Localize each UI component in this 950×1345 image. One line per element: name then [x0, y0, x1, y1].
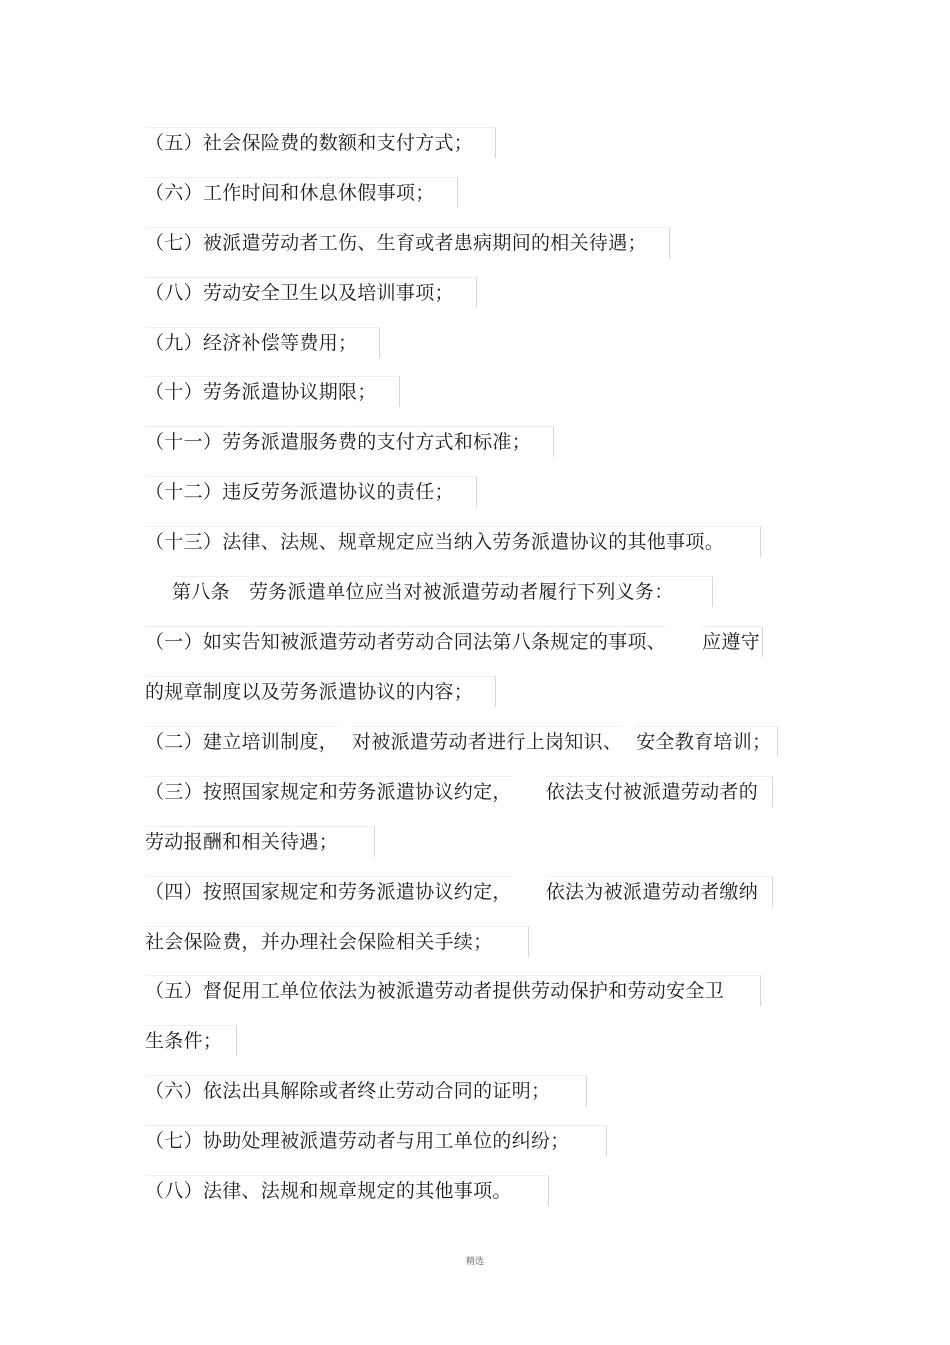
line-text: （八）劳动安全卫生以及培训事项； — [145, 277, 477, 308]
list-item — [145, 1075, 587, 1105]
line-text-continued: 应遵守 — [702, 626, 763, 657]
list-item-continuation — [145, 926, 529, 956]
line-text: （五）督促用工单位依法为被派遣劳动者提供劳动保护和劳动安全卫 — [145, 975, 761, 1006]
line-text: （十二）违反劳务派遣协议的责任； — [145, 476, 477, 507]
line-text-continued: 依法支付被派遣劳动者的 — [546, 776, 773, 807]
list-item — [145, 227, 670, 257]
list-item — [145, 177, 458, 207]
list-item — [145, 1175, 549, 1205]
line-text: （三）按照国家规定和劳务派遣协议约定， — [145, 776, 512, 807]
list-item-continuation — [145, 826, 375, 856]
line-text-continued: 对被派遣劳动者进行上岗知识、 — [352, 726, 622, 757]
list-item — [145, 426, 554, 456]
line-text: （六）依法出具解除或者终止劳动合同的证明； — [145, 1075, 587, 1106]
list-item — [145, 975, 761, 1005]
line-text: 劳动报酬和相关待遇； — [145, 826, 375, 857]
article-heading — [172, 576, 713, 606]
page-footer: 精选 — [465, 1257, 484, 1267]
line-text: 的规章制度以及劳务派遣协议的内容； — [145, 676, 496, 707]
list-item — [145, 127, 496, 157]
line-text: （十）劳务派遣协议期限； — [145, 376, 400, 407]
line-text: （九）经济补偿等费用； — [145, 327, 380, 358]
list-item-continuation — [145, 1025, 237, 1055]
list-item — [145, 526, 761, 556]
line-text: （七）协助处理被派遣劳动者与用工单位的纠纷； — [145, 1125, 607, 1156]
line-text: （八）法律、法规和规章规定的其他事项。 — [145, 1175, 549, 1206]
list-item-continuation — [145, 676, 496, 706]
line-text: 第八条 劳务派遣单位应当对被派遣劳动者履行下列义务： — [172, 576, 713, 607]
list-item — [145, 476, 477, 506]
line-text: （四）按照国家规定和劳务派遣协议约定， — [145, 876, 512, 907]
list-item — [145, 876, 773, 906]
line-text: （七）被派遣劳动者工伤、生育或者患病期间的相关待遇； — [145, 227, 670, 258]
line-text: （五）社会保险费的数额和支付方式； — [145, 127, 496, 158]
line-text: （十一）劳务派遣服务费的支付方式和标准； — [145, 426, 554, 457]
line-text: 社会保险费，并办理社会保险相关手续； — [145, 926, 529, 957]
line-text: 生条件； — [145, 1025, 237, 1056]
line-text: （十三）法律、法规、规章规定应当纳入劳务派遣协议的其他事项。 — [145, 526, 761, 557]
line-text: （六）工作时间和休息休假事项； — [145, 177, 458, 208]
line-text: （二）建立培训制度， — [145, 726, 338, 757]
list-item — [145, 726, 778, 756]
list-item — [145, 1125, 607, 1155]
list-item — [145, 626, 763, 656]
line-text: （一）如实告知被派遣劳动者劳动合同法第八条规定的事项、 — [145, 626, 666, 657]
list-item — [145, 776, 773, 806]
list-item — [145, 277, 477, 307]
list-item — [145, 327, 380, 357]
line-text-continued: 安全教育培训； — [636, 726, 778, 757]
list-item — [145, 376, 400, 406]
line-text-continued: 依法为被派遣劳动者缴纳 — [546, 876, 773, 907]
